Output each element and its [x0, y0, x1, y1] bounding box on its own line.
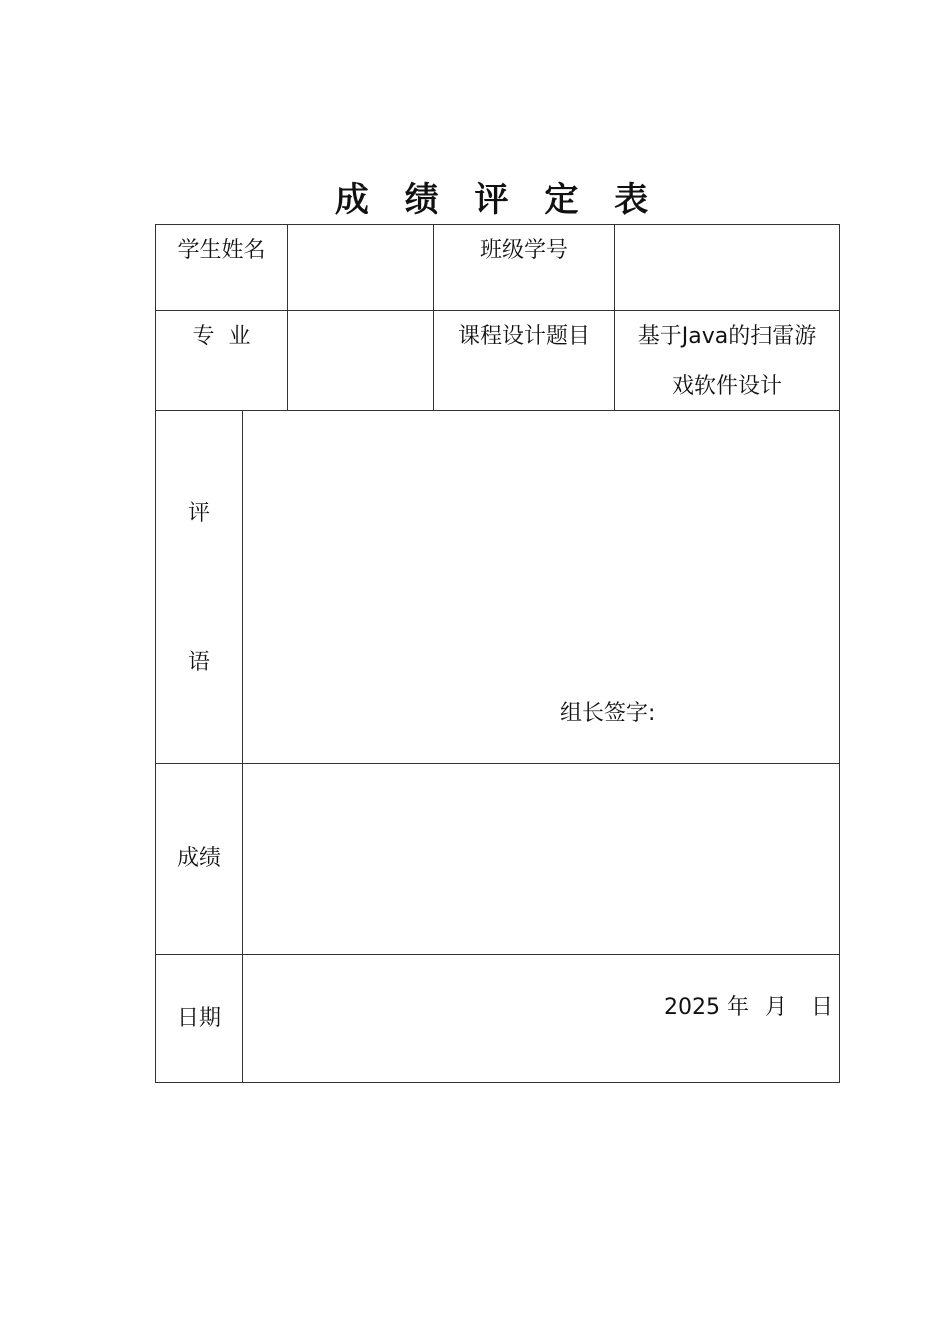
comments-label-char1: 评 — [187, 501, 210, 526]
grade-label: 成绩 — [176, 846, 221, 871]
date-year-unit: 年 — [727, 995, 750, 1020]
comments-area[interactable] — [243, 411, 839, 691]
col-divider-top-1 — [287, 224, 288, 410]
row-divider-3 — [155, 763, 840, 764]
leader-signature-label: 组长签字: — [560, 701, 656, 726]
class-id-label: 班级学号 — [479, 238, 568, 263]
major-label: 专 业 — [192, 324, 251, 349]
row-divider-1 — [155, 310, 840, 311]
table-border-right — [839, 224, 840, 1083]
course-topic-value-line2: 戏软件设计 — [671, 374, 782, 399]
course-topic-value-line1: 基于Java的扫雷游 — [637, 324, 817, 349]
date-year: 2025 — [664, 995, 720, 1020]
comments-label-char2: 语 — [187, 650, 210, 675]
date-day-unit: 日 — [811, 995, 834, 1020]
table-border-bottom — [155, 1082, 840, 1083]
page-title: 成 绩 评 定 表 — [334, 180, 661, 220]
date-month-unit: 月 — [765, 995, 788, 1020]
course-topic-label: 课程设计题目 — [457, 324, 590, 349]
row-divider-4 — [155, 954, 840, 955]
student-name-label: 学生姓名 — [177, 238, 266, 263]
table-border-top — [155, 224, 840, 225]
date-label: 日期 — [176, 1006, 221, 1031]
